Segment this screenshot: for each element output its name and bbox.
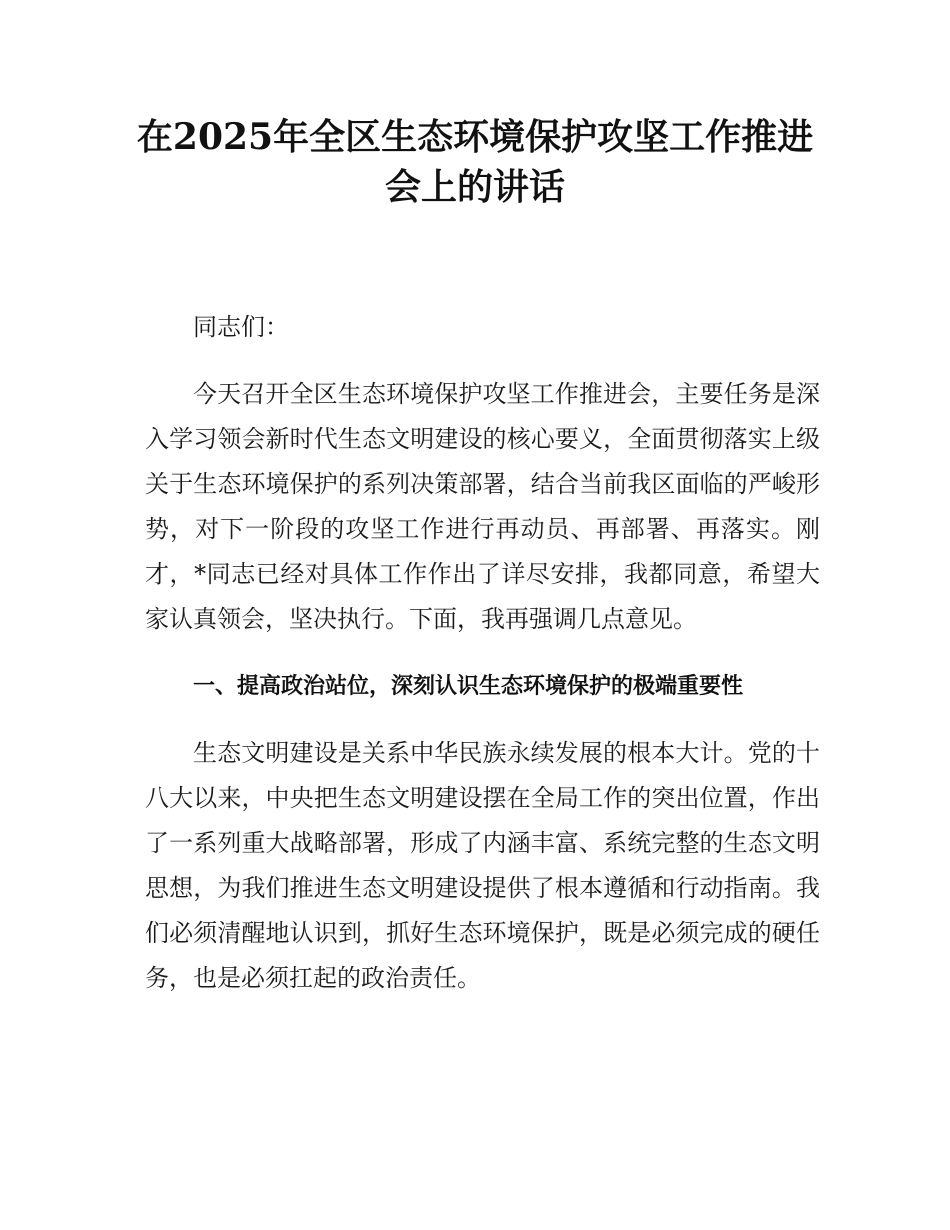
section-paragraph: 生态文明建设是关系中华民族永续发展的根本大计。党的十八大以来，中央把生态文明建设摆在全局工作的突出位置，作出了一系列重大战略部署，形成了内涵丰富、系统完整的生态文明思想，为我们推进生态文明建设提供了根本遵循和行动指南。我们必须清醒地认识到，抓好生态环境保护，既是必须完成的硬任务，也是必须扛起的政治责任。 (145, 739, 820, 992)
document-title: 在2025年全区生态环境保护攻坚工作推进会上的讲话 (136, 116, 814, 208)
salutation: 同志们： (193, 313, 289, 341)
intro-paragraph: 今天召开全区生态环境保护攻坚工作推进会，主要任务是深入学习领会新时代生态文明建设的核心要义，全面贯彻落实上级关于生态环境保护的系列决策部署，结合当前我区面临的严峻形势，对下一阶段的攻坚工作进行再动员、再部署、再落实。刚才，*同志已经对具体工作作出了详尽安排，我都同意，希望大家认真领会，坚决执行。下面，我再强调几点意见。 (145, 380, 820, 633)
document-body (145, 305, 820, 1001)
section-heading: 一、提高政治站位，深刻认识生态环境保护的极端重要性 (193, 674, 744, 699)
